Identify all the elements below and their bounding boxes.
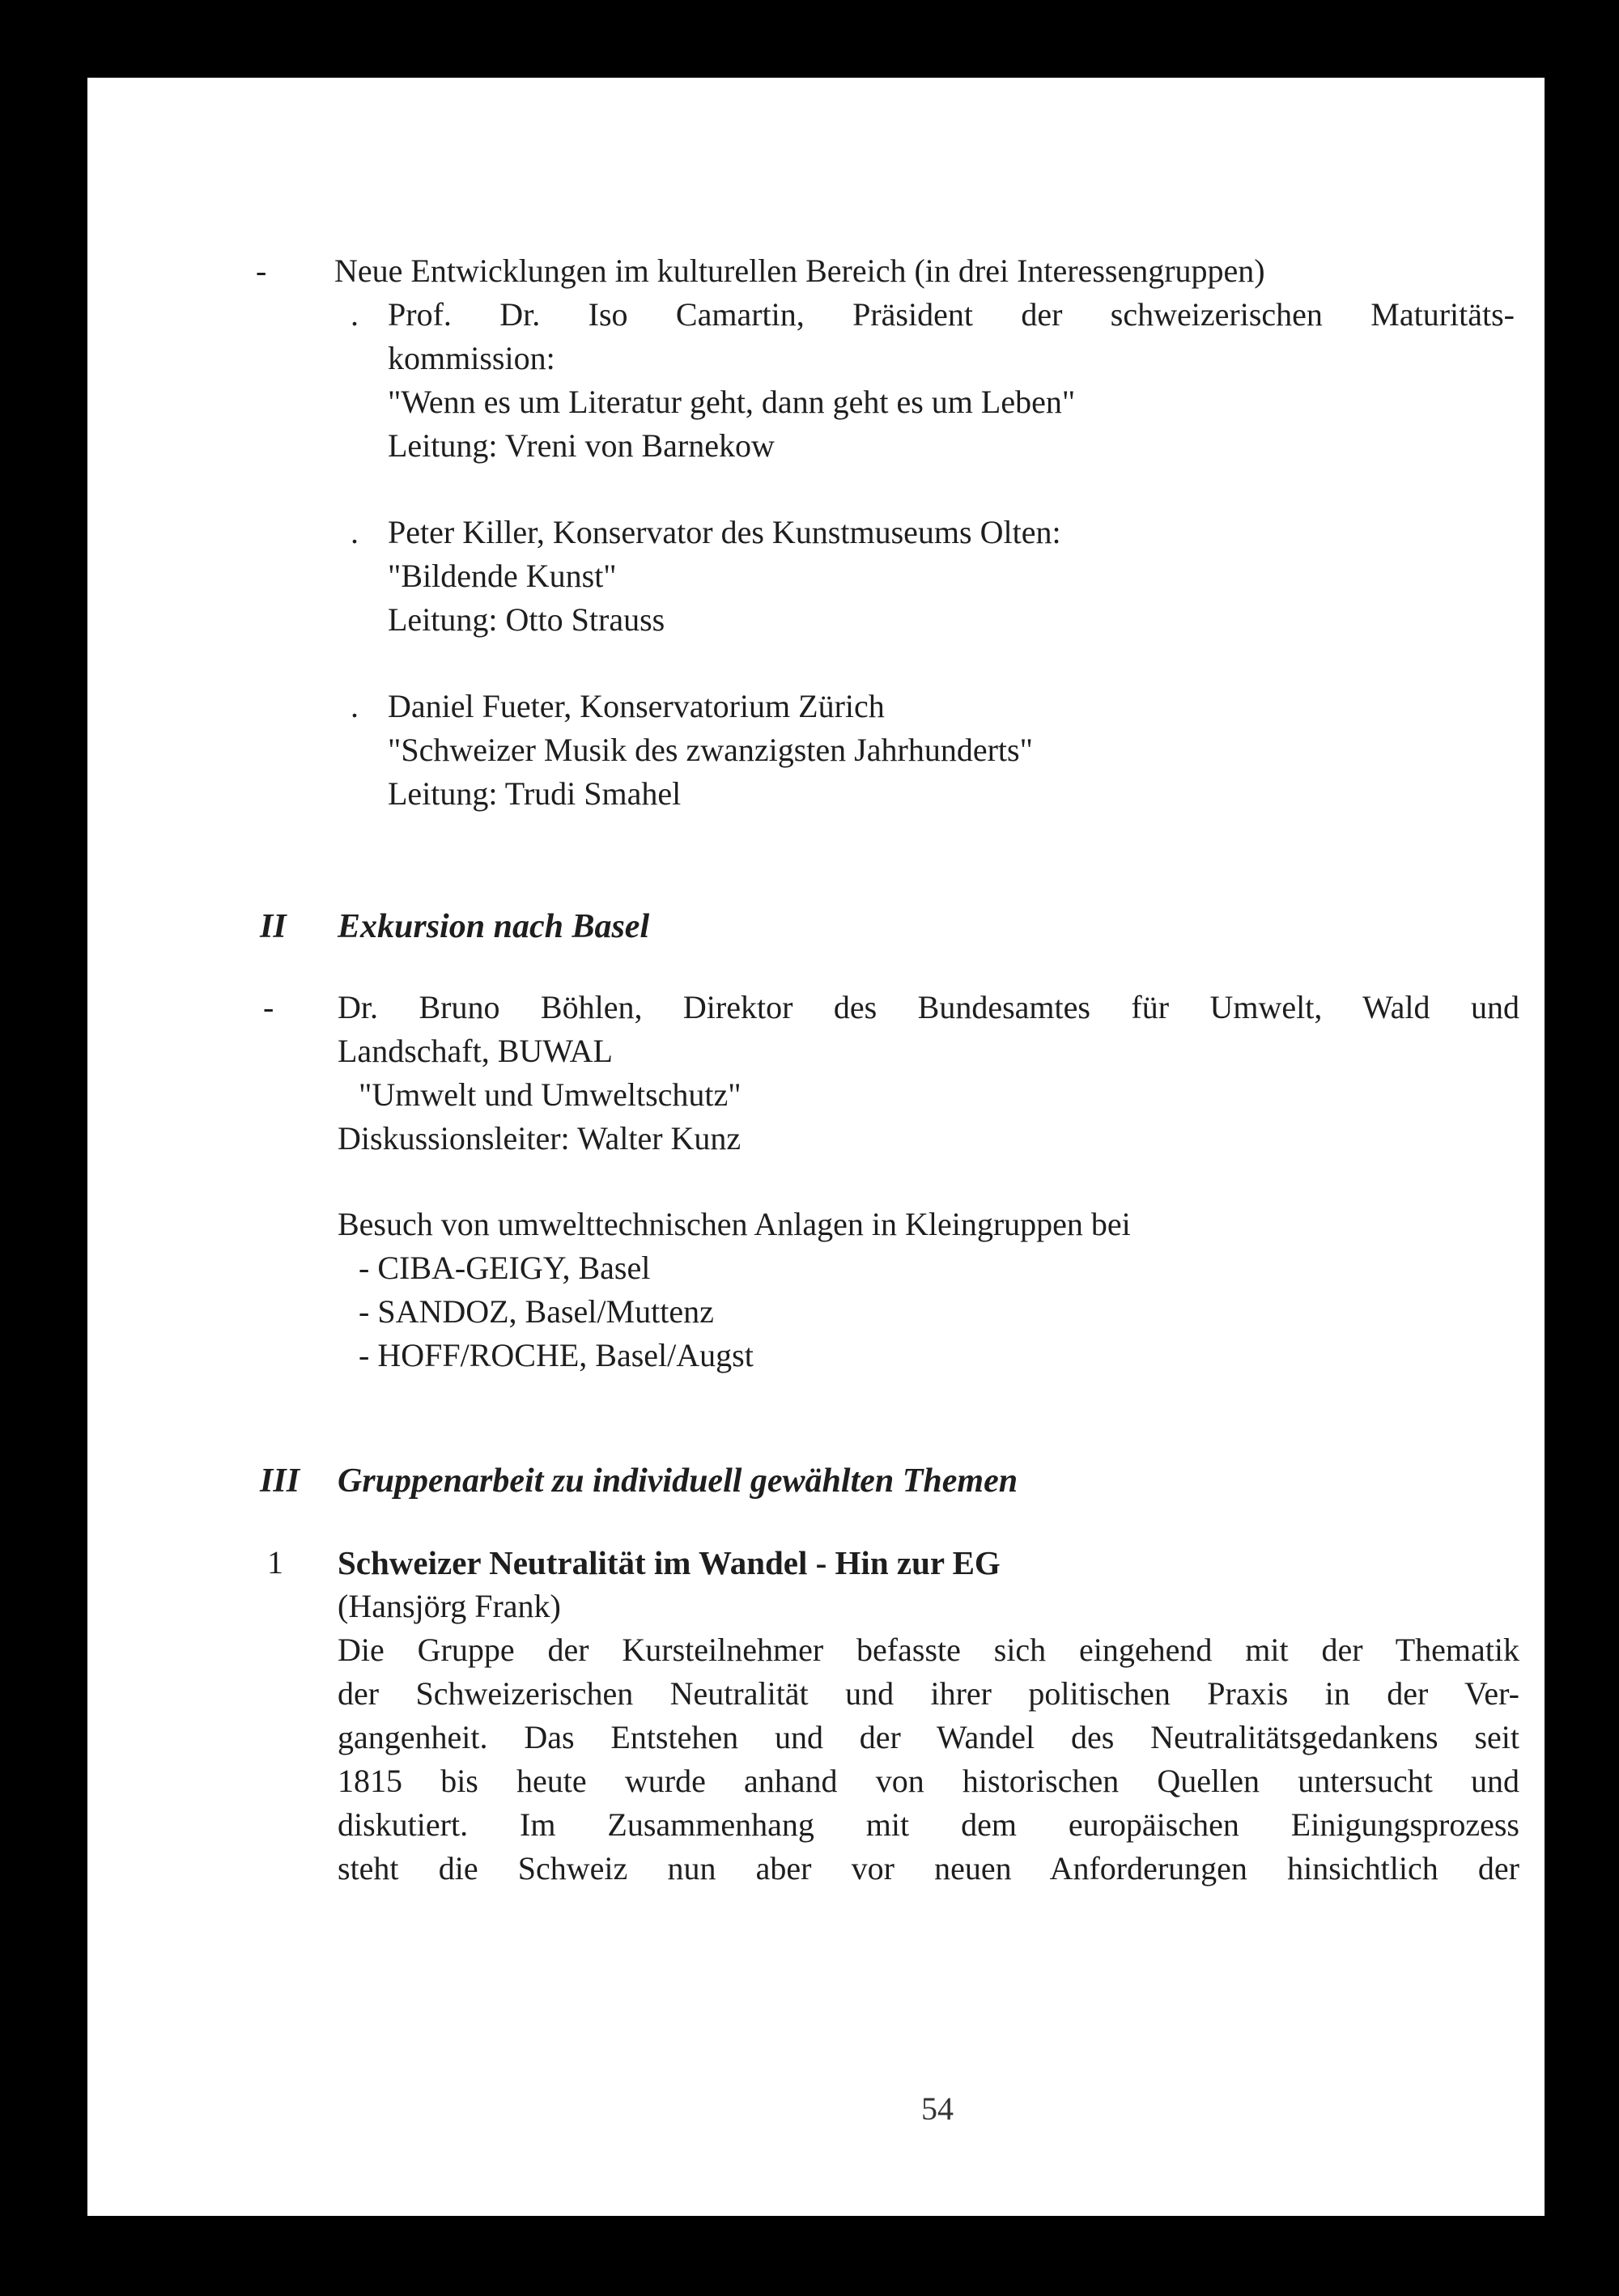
item-line: Leitung: Vreni von Barnekow <box>388 427 775 464</box>
paragraph-line: diskutiert. Im Zusammenhang mit dem europäischen Einigungsprozess <box>338 1806 1519 1843</box>
item-line: Landschaft, BUWAL <box>338 1033 613 1069</box>
paragraph-line: der Schweizerischen Neutralität und ihrer politischen Praxis in der Ver- <box>338 1675 1519 1712</box>
item-line: "Bildende Kunst" <box>388 558 617 594</box>
section-number: III <box>260 1462 300 1500</box>
item-line: kommission: <box>388 340 555 376</box>
dash-marker: - <box>256 253 267 289</box>
dash-marker: - <box>263 989 274 1025</box>
item-line: Leitung: Trudi Smahel <box>388 775 682 812</box>
section-number: II <box>260 908 287 945</box>
item-author: (Hansjörg Frank) <box>338 1588 561 1624</box>
document-page <box>87 78 1545 2216</box>
bullet-dot: . <box>351 296 359 333</box>
section-title: Neue Entwicklungen im kulturellen Bereich (in drei Interessengruppen) <box>334 253 1265 289</box>
paragraph-line: 1815 bis heute wurde anhand von historischen Quellen untersucht und <box>338 1763 1519 1799</box>
item-line: "Wenn es um Literatur geht, dann geht es um Leben" <box>388 384 1076 420</box>
page-number: 54 <box>921 2090 954 2127</box>
paragraph-line: gangenheit. Das Entstehen und der Wandel des Neutralitätsgedankens seit <box>338 1719 1519 1755</box>
item-line: Peter Killer, Konservator des Kunstmuseums Olten: <box>388 514 1061 550</box>
item-line: Daniel Fueter, Konservatorium Zürich <box>388 688 885 724</box>
item-line: "Umwelt und Umweltschutz" <box>359 1076 742 1113</box>
visit-intro: Besuch von umwelttechnischen Anlagen in Kleingruppen bei <box>338 1206 1131 1242</box>
section-heading: Gruppenarbeit zu individuell gewählten Themen <box>338 1462 1018 1500</box>
bullet-dot: . <box>351 688 359 724</box>
item-title: Schweizer Neutralität im Wandel - Hin zur EG <box>338 1544 1001 1581</box>
item-line: Diskussionsleiter: Walter Kunz <box>338 1120 742 1156</box>
item-line: "Schweizer Musik des zwanzigsten Jahrhunderts" <box>388 732 1033 768</box>
item-line: Dr. Bruno Böhlen, Direktor des Bundesamtes für Umwelt, Wald und <box>338 989 1519 1025</box>
paragraph-line: Die Gruppe der Kursteilnehmer befasste sich eingehend mit der Thematik <box>338 1632 1519 1668</box>
item-number: 1 <box>267 1544 283 1581</box>
visit-item: - CIBA-GEIGY, Basel <box>359 1250 651 1286</box>
visit-item: - HOFF/ROCHE, Basel/Augst <box>359 1337 754 1373</box>
bullet-dot: . <box>351 514 359 550</box>
item-line: Leitung: Otto Strauss <box>388 601 665 638</box>
item-line: Prof. Dr. Iso Camartin, Präsident der schweizerischen Maturitäts- <box>388 296 1515 333</box>
visit-item: - SANDOZ, Basel/Muttenz <box>359 1293 714 1330</box>
section-heading: Exkursion nach Basel <box>338 908 650 945</box>
paragraph-line: steht die Schweiz nun aber vor neuen Anforderungen hinsichtlich der <box>338 1850 1519 1886</box>
